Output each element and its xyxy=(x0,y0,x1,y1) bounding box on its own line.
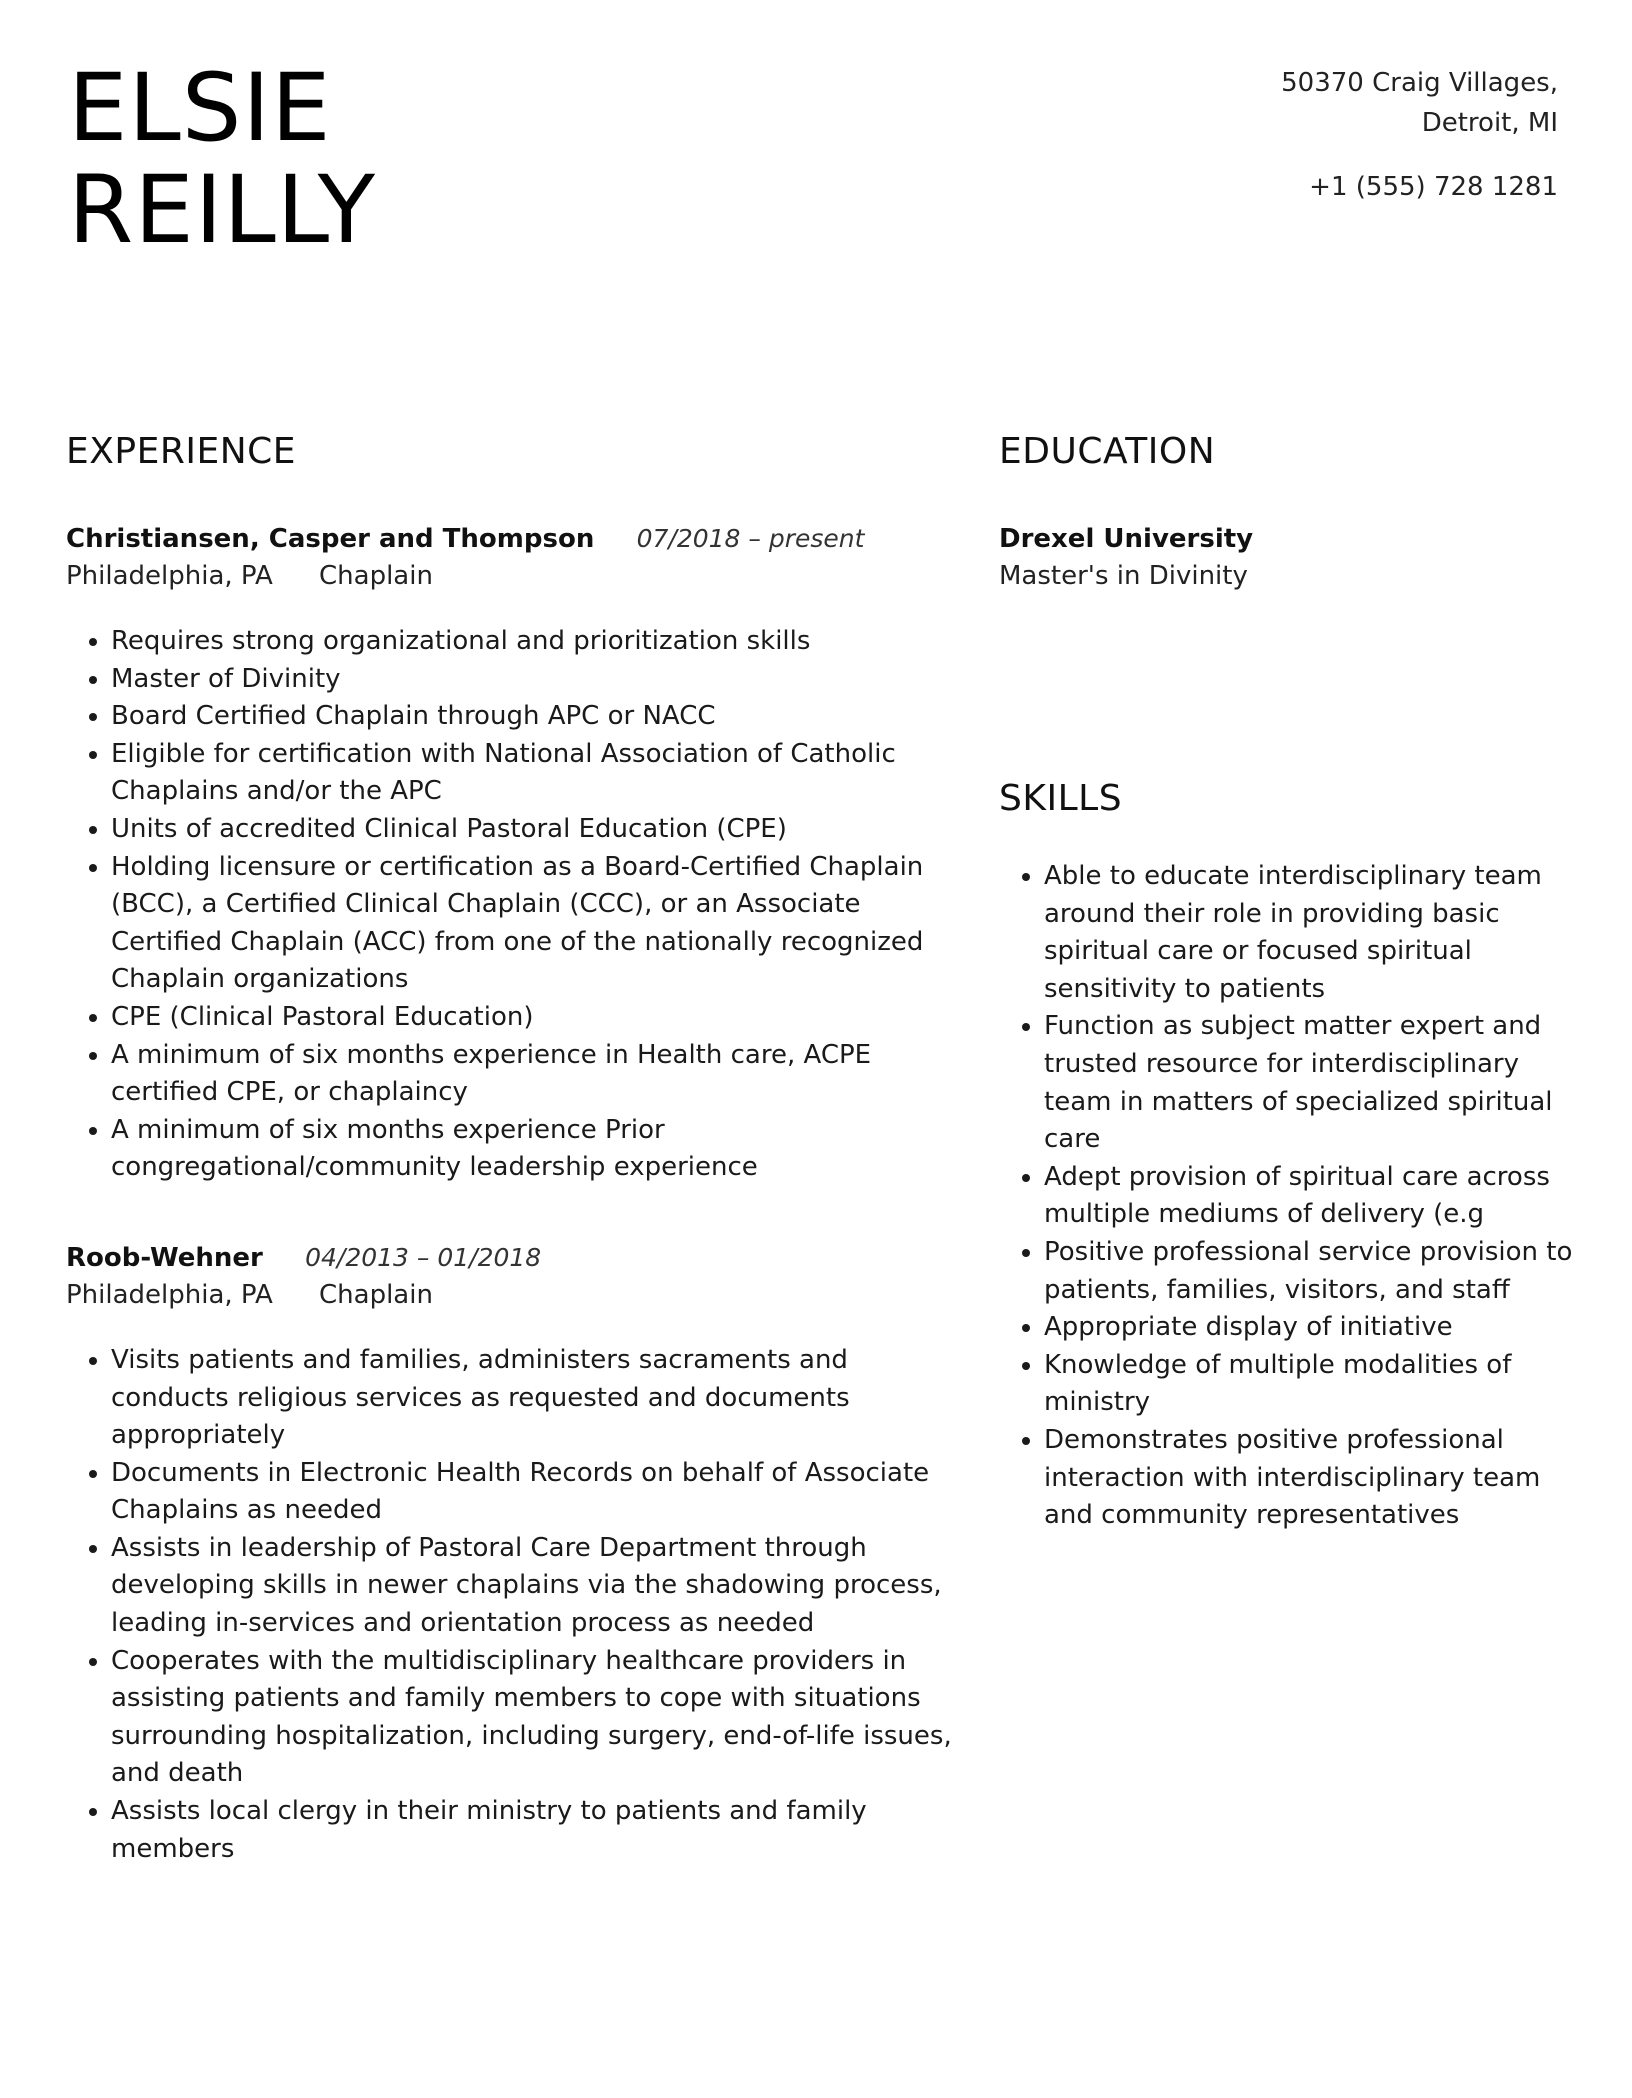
skills-section xyxy=(999,775,1579,1535)
job-entry xyxy=(66,1240,966,1868)
skill-item: • Appropriate display of initiative xyxy=(1044,1309,1579,1347)
job-subheader xyxy=(66,1276,966,1314)
job-role: Chaplain xyxy=(319,1279,433,1310)
job-role: Chaplain xyxy=(319,561,433,591)
job-bullets xyxy=(66,623,966,1187)
job-header xyxy=(66,1240,966,1276)
address-line-2: Detroit, MI xyxy=(1421,108,1558,138)
skill-item: • Knowledge of multiple modalities of ministry xyxy=(1044,1347,1579,1422)
skill-item: • Adept provision of spiritual care across multiple mediums of delivery (e.g xyxy=(1044,1159,1579,1234)
last-name: REILLY xyxy=(68,156,377,265)
bullet-item: • Board Certified Chaplain through APC or NACC xyxy=(111,698,966,736)
job-location: Philadelphia, PA xyxy=(66,561,273,591)
school-name: Drexel University xyxy=(999,524,1254,554)
job-dates: 07/2018 – present xyxy=(636,524,865,553)
bullet-item: • Master of Divinity xyxy=(111,661,966,699)
bullet-item: • Visits patients and families, administers sacraments and conducts religious services as requested and documents appropriately xyxy=(111,1342,966,1455)
company-name: Christiansen, Casper and Thompson xyxy=(66,524,595,554)
skills-heading: SKILLS xyxy=(999,778,1123,819)
skills-list xyxy=(999,858,1579,1535)
degree: Master's in Divinity xyxy=(999,561,1248,591)
job-bullets xyxy=(66,1342,966,1868)
bullet-item: • A minimum of six months experience in Health care, ACPE certified CPE, or chaplaincy xyxy=(111,1037,966,1112)
bullet-item: • Cooperates with the multidisciplinary healthcare providers in assisting patients and family members to cope with situations surrounding hospitalization, including surgery, end-of-life issues, and death xyxy=(111,1643,966,1793)
bullet-item: • Requires strong organizational and prioritization skills xyxy=(111,623,966,661)
bullet-item: • Assists in leadership of Pastoral Care Department through developing skills in newer chaplains via the shadowing process, leading in-services and orientation process as needed xyxy=(111,1530,966,1643)
bullet-item: • CPE (Clinical Pastoral Education) xyxy=(111,999,966,1037)
first-name: ELSIE xyxy=(68,54,332,163)
bullet-item: • Documents in Electronic Health Records on behalf of Associate Chaplains as needed xyxy=(111,1455,966,1530)
bullet-item: • Units of accredited Clinical Pastoral Education (CPE) xyxy=(111,811,966,849)
job-header xyxy=(66,521,966,557)
contact-info xyxy=(1281,63,1558,207)
skill-item: • Demonstrates positive professional interaction with interdisciplinary team and community representatives xyxy=(1044,1422,1579,1535)
experience-section xyxy=(66,428,966,1868)
phone-number: +1 (555) 728 1281 xyxy=(1309,172,1558,202)
job-location: Philadelphia, PA xyxy=(66,1279,273,1310)
candidate-name xyxy=(68,54,377,265)
bullet-item: • Holding licensure or certification as a Board-Certified Chaplain (BCC), a Certified Clinical Chaplain (CCC), or an Associate Certified Chaplain (ACC) from one of the nationally recognized Chaplain organizations xyxy=(111,849,966,999)
job-dates: 04/2013 – 01/2018 xyxy=(305,1242,542,1272)
job-subheader xyxy=(66,557,966,595)
sidebar-column xyxy=(999,428,1579,1535)
education-heading: EDUCATION xyxy=(999,431,1216,472)
bullet-item: • A minimum of six months experience Prior congregational/community leadership experience xyxy=(111,1112,966,1187)
bullet-item: • Eligible for certification with National Association of Catholic Chaplains and/or the APC xyxy=(111,736,966,811)
bullet-item: • Assists local clergy in their ministry to patients and family members xyxy=(111,1793,966,1868)
education-section xyxy=(999,428,1579,595)
skill-item: • Able to educate interdisciplinary team around their role in providing basic spiritual care or focused spiritual sensitivity to patients xyxy=(1044,858,1579,1008)
skill-item: • Function as subject matter expert and trusted resource for interdisciplinary team in matters of specialized spiritual care xyxy=(1044,1008,1579,1158)
job-entry xyxy=(66,521,966,1187)
address-line-1: 50370 Craig Villages, xyxy=(1281,68,1558,98)
company-name: Roob-Wehner xyxy=(66,1242,263,1273)
experience-heading: EXPERIENCE xyxy=(66,431,297,472)
skill-item: • Positive professional service provision to patients, families, visitors, and staff xyxy=(1044,1234,1579,1309)
